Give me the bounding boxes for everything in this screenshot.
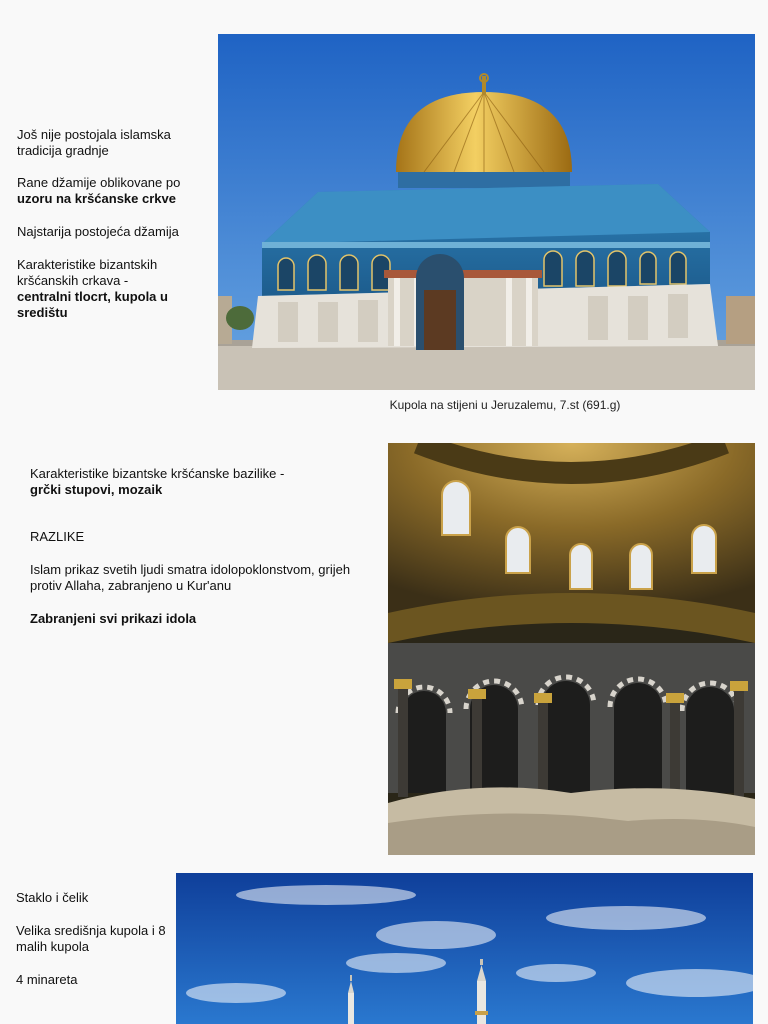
dome-interior-illustration [388, 443, 755, 855]
section3-p2: Velika središnja kupola i 8 malih kupola [16, 923, 166, 954]
section2-p1: Karakteristike bizantske kršćanske bazilike - grčki stupovi, mozaik [30, 466, 285, 497]
section2-p3: Islam prikaz svetih ljudi smatra idolopoklonstvom, grijeh protiv Allaha, zabranjeno u Kur'anu [30, 562, 351, 593]
section1-p2: Rane džamije oblikovane po uzoru na kršćanske crkve [17, 175, 181, 206]
section1-p3: Najstarija postojeća džamija [17, 224, 179, 239]
modern-mosque-sky-illustration [176, 873, 753, 1024]
section1-p4: Karakteristike bizantskih kršćanskih crkava - centralni tlocrt, kupola u središtu [17, 257, 168, 320]
section2-text [30, 466, 370, 627]
section1-caption: Kupola na stijeni u Jeruzalemu, 7.st (691.g) [389, 398, 621, 412]
section1-p1: Još nije postojala islamska tradicija gradnje [17, 127, 171, 158]
section3-p3: 4 minareta [16, 972, 78, 987]
section3-p1: Staklo i čelik [16, 890, 89, 905]
dome-interior-photo [388, 443, 755, 855]
dome-of-the-rock-photo [218, 34, 755, 390]
dome-of-the-rock-illustration [218, 34, 755, 390]
section1-text [17, 127, 207, 321]
section2-p4: Zabranjeni svi prikazi idola [30, 611, 197, 626]
section2-p2: RAZLIKE [30, 529, 85, 544]
section3-text [16, 890, 171, 988]
modern-mosque-photo [176, 873, 753, 1024]
